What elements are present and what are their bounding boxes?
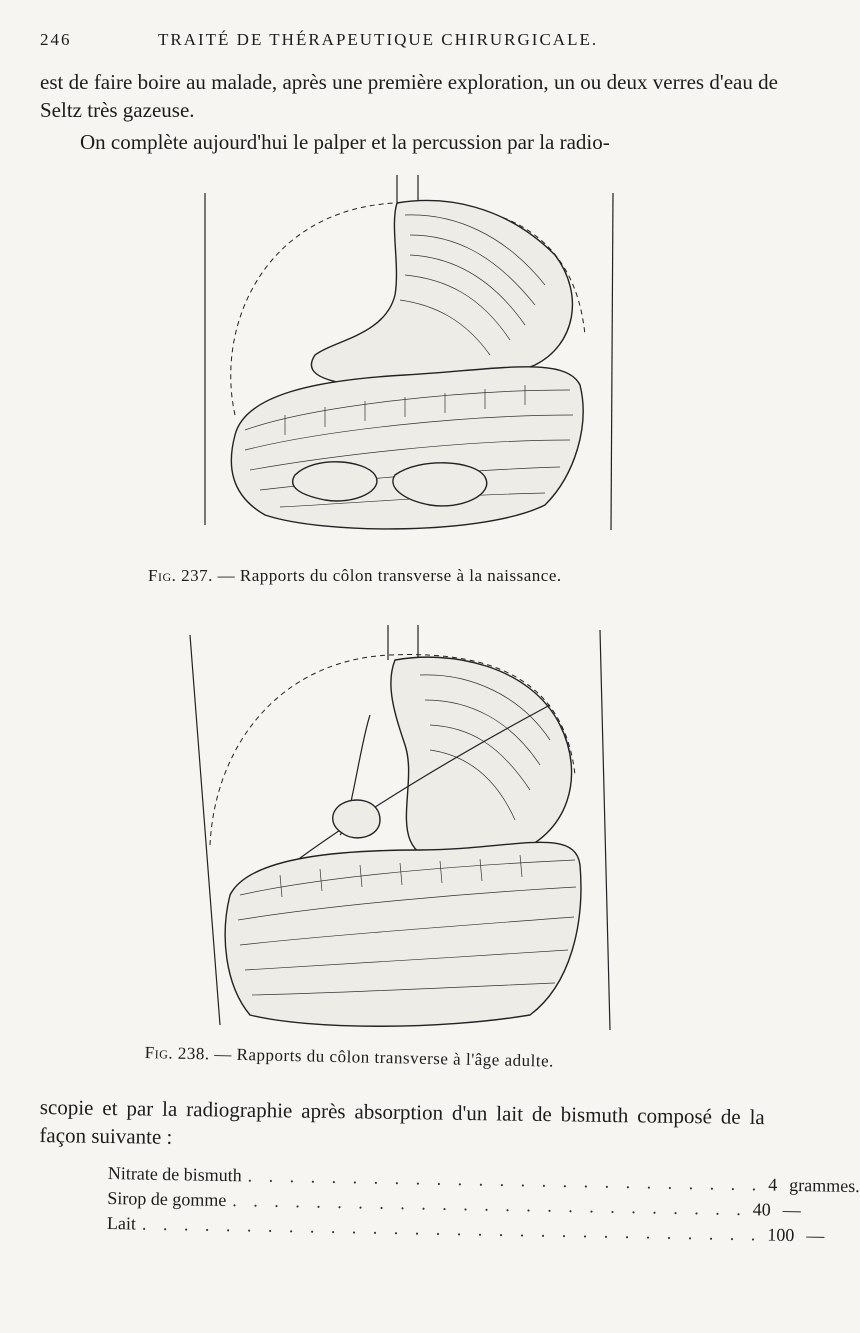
leader-dots: . . . . . . . . . . . . . . . . . . . . . . . . . — [247, 1165, 763, 1195]
recipe-unit: grammes. — [789, 1174, 860, 1197]
figure-237-label: Fig. 237. — [148, 566, 213, 585]
recipe-unit: — — [782, 1199, 801, 1221]
recipe-quantity: 40 — [752, 1199, 771, 1220]
figure-238-text: — Rapports du côlon transverse à l'âge adulte. — [214, 1044, 555, 1071]
paragraph-3: scopie et par la radiographie après absorption d'un lait de bismuth composé de la façon suivante : — [39, 1094, 765, 1149]
figure-237-text: — Rapports du côlon transverse à la naissance. — [217, 566, 562, 585]
recipe-quantity: 100 — [767, 1224, 795, 1245]
page-header — [40, 30, 770, 54]
bismuth-recipe-table — [106, 1163, 860, 1248]
recipe-ingredient: Nitrate de bismuth — [107, 1163, 242, 1186]
figure-237-illustration — [205, 175, 615, 555]
recipe-ingredient: Lait — [106, 1212, 137, 1234]
paragraph-1: est de faire boire au malade, après une première exploration, un ou deux verres d'eau de Seltz très gazeuse. — [40, 70, 778, 122]
recipe-unit: — — [806, 1225, 825, 1246]
leader-dots: . . . . . . . . . . . . . . . . . . . . . . . . . — [232, 1190, 747, 1220]
running-title: TRAITÉ DE THÉRAPEUTIQUE CHIRURGICALE. — [158, 30, 599, 49]
figure-238-label: Fig. 238. — [144, 1043, 210, 1064]
paragraph-2: On complète aujourd'hui le palper et la percussion par la radio- — [80, 130, 610, 154]
page-number: 246 — [40, 30, 72, 49]
figure-237-caption — [148, 566, 562, 586]
leader-dots: . . . . . . . . . . . . . . . . . . . . . . . . . . . . . . — [141, 1213, 762, 1245]
figure-238-illustration — [190, 625, 630, 1035]
recipe-quantity: 4 — [768, 1174, 778, 1195]
recipe-ingredient: Sirop de gomme — [107, 1187, 227, 1211]
figure-238-caption — [145, 1043, 554, 1072]
